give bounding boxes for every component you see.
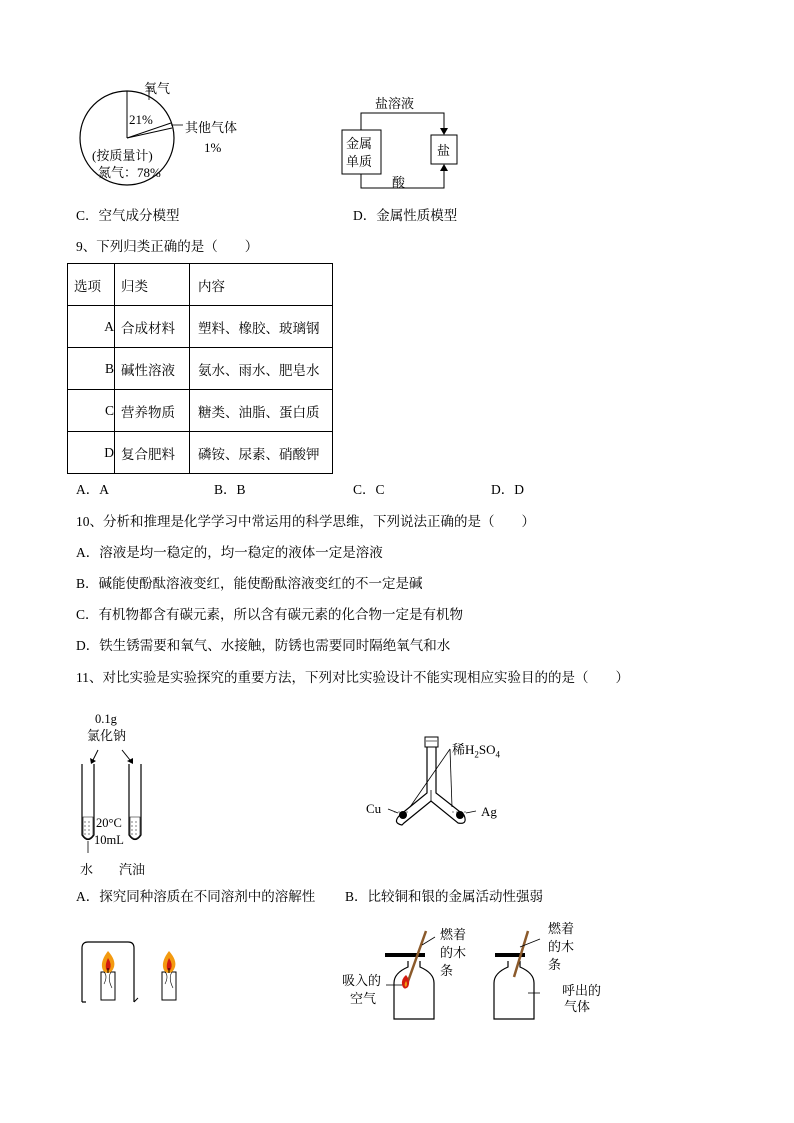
pie-label-other-pct: 1% [204,140,222,155]
label-burning-stick-1-l2: 的木 [440,945,467,960]
label-acid: 酸 [392,175,406,190]
inhaled-air-bottle [394,961,434,1019]
label-exhaled-l1: 呼出的 [562,983,602,998]
label-burning-stick-2-l3: 条 [548,957,562,972]
pie-label-by-mass: (按质量计) [92,148,153,163]
table-row [68,432,333,474]
label-water: 水 [80,862,94,877]
label-burning-stick-1-l3: 条 [440,963,454,978]
label-sodium-chloride: 氯化钠 [87,728,127,743]
fig-a-caption: A．探究同种溶质在不同溶剂中的溶解性 [76,889,316,904]
pie-label-oxygen: 氧气 [144,81,171,96]
label-burning-stick-2-l1: 燃着 [548,921,575,936]
table-header-option: 选项 [68,264,115,306]
table-cell-category: 合成材料 [115,306,190,348]
table-cell-content: 氨水、雨水、肥皂水 [190,348,333,390]
candle-beaker-figure [78,940,193,1010]
stopper [425,737,438,747]
q11-stem: 11、对比实验是实验探究的重要方法，下列对比实验设计不能实现相应实验目的的是（ ） [76,670,629,685]
label-burning-stick-2-l2: 的木 [548,939,575,954]
candle-open [162,972,176,1000]
table-row [68,348,333,390]
table-header-category: 归类 [115,264,190,306]
label-volume: 10mL [94,833,124,847]
label-gasoline: 汽油 [119,862,146,877]
breath-bottles-figure [380,925,560,1025]
q9-choice-d: D．D [491,482,524,497]
q10-option-d: D．铁生锈需要和氧气、水接触，防锈也需要同时隔绝氧气和水 [76,638,451,653]
fig-b-caption: B．比较铜和银的金属活动性强弱 [345,889,544,904]
table-cell-option: A [68,306,115,348]
pie-label-oxygen-pct: 21% [129,112,153,127]
candle-in-beaker [101,972,115,1000]
q9-classification-table [67,263,333,474]
wooden-stick-left [406,931,426,987]
label-metal-line1: 金属 [346,136,373,151]
label-dilute-sulfuric-acid: 稀$H_2SO_4$ [452,742,501,760]
pie-label-other: 其他气体 [185,120,238,135]
label-salt-solution: 盐溶液 [375,96,415,111]
q10-option-a: A．溶液是均一稳定的，均一稳定的液体一定是溶液 [76,545,383,560]
label-exhaled-l2: 气体 [564,999,591,1014]
q10-stem: 10、分析和推理是化学学习中常运用的科学思维，下列说法正确的是（ ） [76,514,535,529]
q9-choice-a: A．A [76,482,109,497]
label-temperature: 20°C [96,816,122,830]
q9-choice-b: B．B [214,482,246,497]
label-salt: 盐 [437,143,451,158]
q9-stem: 9、下列归类正确的是（ ） [76,239,259,254]
label-metal-line2: 单质 [346,154,373,169]
label-burning-stick-1-l1: 燃着 [440,927,467,942]
pie-label-nitrogen: 氮气：78% [98,165,161,180]
pie-divider-other-2 [127,128,172,138]
table-header-row [68,264,333,306]
q10-option-c: C．有机物都含有碳元素，所以含有碳元素的化合物一定是有机物 [76,607,464,622]
exhaled-gas-bottle [494,961,534,1019]
table-cell-content: 糖类、油脂、蛋白质 [190,390,333,432]
table-cell-option: C [68,390,115,432]
salt-solution-arrowhead [440,128,448,135]
label-inhaled-l1: 吸入的 [342,973,382,988]
table-cell-content: 塑料、橡胶、玻璃钢 [190,306,333,348]
table-cell-content: 磷铵、尿素、硝酸钾 [190,432,333,474]
label-inhaled-l2: 空气 [350,991,377,1006]
table-cell-option: B [68,348,115,390]
table-row [68,390,333,432]
table-cell-category: 碱性溶液 [115,348,190,390]
table-header-content: 内容 [190,264,333,306]
table-cell-category: 营养物质 [115,390,190,432]
q10-option-b: B．碱能使酚酞溶液变红，能使酚酞溶液变红的不一定是碱 [76,576,423,591]
table-cell-option: D [68,432,115,474]
label-ag: Ag [481,804,497,819]
fig-c-caption: C．空气成分模型 [76,208,180,223]
fig-d-caption: D．金属性质模型 [353,208,458,223]
table-cell-category: 复合肥料 [115,432,190,474]
label-mass: 0.1g [95,712,117,726]
acid-arrowhead [440,164,448,171]
label-cu: Cu [366,801,382,816]
table-row [68,306,333,348]
q9-choice-c: C．C [353,482,385,497]
salt-solution-arrow [361,113,444,134]
